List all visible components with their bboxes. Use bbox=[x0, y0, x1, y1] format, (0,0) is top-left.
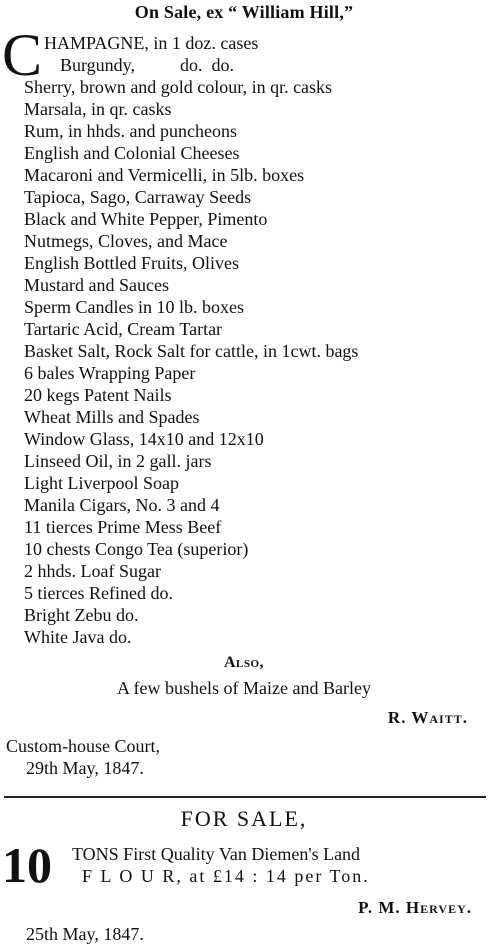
list-item: Sperm Candles in 10 lb. boxes bbox=[24, 297, 244, 317]
list-item: Black and White Pepper, Pimento bbox=[24, 209, 268, 229]
for-sale-heading: FOR SALE, bbox=[180, 806, 308, 831]
list-item: 6 bales Wrapping Paper bbox=[24, 363, 196, 383]
date: 29th May, 1847. bbox=[26, 758, 144, 778]
second-item-line: Burgundy, do. do. bbox=[60, 55, 235, 75]
divider bbox=[4, 796, 486, 798]
place: Custom-house Court, bbox=[6, 736, 161, 756]
list-item: Wheat Mills and Spades bbox=[24, 407, 200, 427]
big-number: 10 bbox=[2, 837, 52, 893]
list-item: Tapioca, Sago, Carraway Seeds bbox=[24, 187, 252, 207]
also-text: A few bushels of Maize and Barley bbox=[117, 678, 371, 698]
list-item: 5 tierces Refined do. bbox=[24, 583, 173, 603]
ad-headline: On Sale, ex “ William Hill,” bbox=[134, 2, 354, 22]
list-item: Nutmegs, Cloves, and Mace bbox=[24, 231, 228, 251]
list-item: White Java do. bbox=[24, 627, 132, 647]
list-item: English and Colonial Cheeses bbox=[24, 143, 240, 163]
signature: R. Waitt. bbox=[387, 708, 468, 727]
goods-list bbox=[24, 76, 486, 648]
list-item: 11 tierces Prime Mess Beef bbox=[24, 517, 222, 537]
list-item: 10 chests Congo Tea (superior) bbox=[24, 539, 249, 559]
list-item: Bright Zebu do. bbox=[24, 605, 139, 625]
list-item: Sherry, brown and gold colour, in qr. casks bbox=[24, 77, 333, 97]
signature: P. M. Hervey. bbox=[358, 898, 472, 917]
list-item: Window Glass, 14x10 and 12x10 bbox=[24, 429, 264, 449]
notice-line-1: TONS First Quality Van Diemen's Land bbox=[72, 844, 361, 864]
list-item: Linseed Oil, in 2 gall. jars bbox=[24, 451, 212, 471]
also-label: Also, bbox=[223, 654, 265, 671]
list-item: Manila Cigars, No. 3 and 4 bbox=[24, 495, 220, 515]
list-item: English Bottled Fruits, Olives bbox=[24, 253, 240, 273]
list-item: Tartaric Acid, Cream Tartar bbox=[24, 319, 223, 339]
list-item: 20 kegs Patent Nails bbox=[24, 385, 172, 405]
list-item: Rum, in hhds. and puncheons bbox=[24, 121, 237, 141]
first-item-line: HAMPAGNE, in 1 doz. cases bbox=[44, 33, 259, 53]
notice-line-2: F L O U R, at £14 : 14 per Ton. bbox=[82, 866, 370, 886]
drop-cap: C bbox=[2, 22, 43, 88]
date: 25th May, 1847. bbox=[26, 924, 144, 944]
list-item: Macaroni and Vermicelli, in 5lb. boxes bbox=[24, 165, 305, 185]
list-item: Light Liverpool Soap bbox=[24, 473, 179, 493]
list-item: Mustard and Sauces bbox=[24, 275, 169, 295]
list-item: Marsala, in qr. casks bbox=[24, 99, 172, 119]
list-item: 2 hhds. Loaf Sugar bbox=[24, 561, 161, 581]
list-item: Basket Salt, Rock Salt for cattle, in 1cwt. bags bbox=[24, 341, 359, 361]
